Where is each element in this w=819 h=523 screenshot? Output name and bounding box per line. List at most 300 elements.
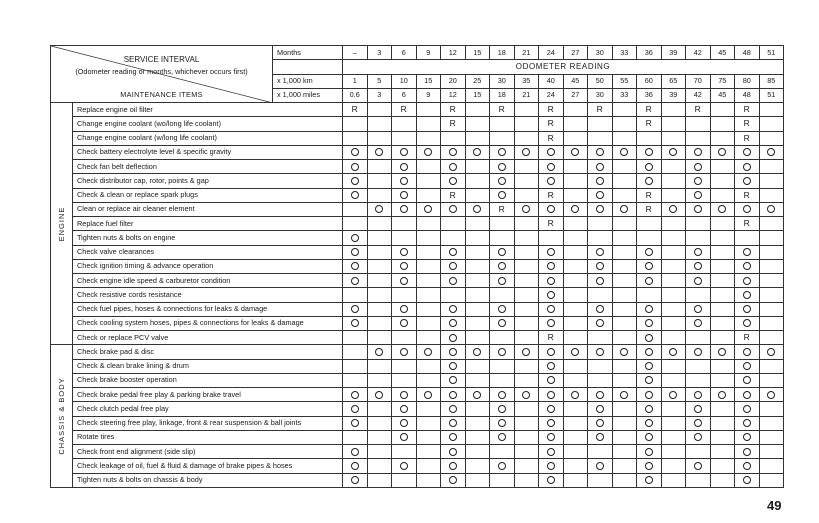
replace-mark-cell bbox=[441, 188, 466, 202]
empty-cell bbox=[465, 288, 490, 302]
empty-cell bbox=[759, 316, 784, 330]
empty-cell bbox=[710, 231, 735, 245]
maintenance-item-label: Check fuel pipes, hoses & connections for leaks & damage bbox=[73, 302, 343, 316]
inspect-mark-cell bbox=[441, 202, 466, 216]
empty-cell bbox=[710, 217, 735, 231]
inspect-circle-icon bbox=[375, 391, 383, 399]
inspect-circle-icon bbox=[375, 148, 383, 156]
empty-cell bbox=[392, 473, 417, 487]
empty-cell bbox=[367, 473, 392, 487]
inspect-mark-cell bbox=[735, 473, 760, 487]
empty-cell bbox=[563, 174, 588, 188]
empty-cell bbox=[465, 473, 490, 487]
maintenance-item-label: Check resistive cords resistance bbox=[73, 288, 343, 302]
inspect-circle-icon bbox=[596, 348, 604, 356]
inspect-mark-cell bbox=[343, 160, 368, 174]
empty-cell bbox=[661, 430, 686, 444]
inspect-mark-cell bbox=[735, 259, 760, 273]
km-cell: 65 bbox=[661, 74, 686, 88]
inspect-circle-icon bbox=[767, 205, 775, 213]
empty-cell bbox=[710, 274, 735, 288]
inspect-mark-cell bbox=[490, 259, 515, 273]
empty-cell bbox=[343, 359, 368, 373]
inspect-mark-cell bbox=[637, 245, 662, 259]
inspect-circle-icon bbox=[694, 419, 702, 427]
maintenance-item-label: Check battery electrolyte level & specific gravity bbox=[73, 145, 343, 159]
empty-cell bbox=[661, 245, 686, 259]
empty-cell bbox=[563, 416, 588, 430]
inspect-mark-cell bbox=[686, 145, 711, 159]
inspect-mark-cell bbox=[441, 459, 466, 473]
inspect-mark-cell bbox=[759, 145, 784, 159]
inspect-circle-icon bbox=[498, 177, 506, 185]
inspect-mark-cell bbox=[637, 373, 662, 387]
inspect-circle-icon bbox=[449, 305, 457, 313]
replace-mark-cell bbox=[735, 117, 760, 131]
empty-cell bbox=[563, 359, 588, 373]
inspect-mark-cell bbox=[367, 145, 392, 159]
km-cell: 35 bbox=[514, 74, 539, 88]
inspect-mark-cell bbox=[343, 145, 368, 159]
inspect-circle-icon bbox=[620, 348, 628, 356]
replace-mark-cell bbox=[539, 117, 564, 131]
table-row bbox=[51, 359, 784, 373]
empty-cell bbox=[637, 288, 662, 302]
empty-cell bbox=[759, 231, 784, 245]
table-row bbox=[51, 245, 784, 259]
empty-cell bbox=[612, 430, 637, 444]
table-row bbox=[51, 231, 784, 245]
inspect-mark-cell bbox=[416, 388, 441, 402]
inspect-circle-icon bbox=[645, 262, 653, 270]
inspect-mark-cell bbox=[343, 445, 368, 459]
inspect-circle-icon bbox=[473, 148, 481, 156]
inspect-circle-icon bbox=[645, 148, 653, 156]
inspect-circle-icon bbox=[743, 205, 751, 213]
inspect-mark-cell bbox=[588, 274, 613, 288]
inspect-circle-icon bbox=[547, 305, 555, 313]
inspect-circle-icon bbox=[694, 433, 702, 441]
empty-cell bbox=[367, 131, 392, 145]
replace-mark: R bbox=[400, 104, 407, 115]
inspect-circle-icon bbox=[645, 163, 653, 171]
inspect-mark-cell bbox=[490, 345, 515, 359]
inspect-circle-icon bbox=[571, 205, 579, 213]
replace-mark-cell bbox=[735, 188, 760, 202]
inspect-mark-cell bbox=[367, 345, 392, 359]
miles-cell: 42 bbox=[686, 88, 711, 102]
empty-cell bbox=[612, 245, 637, 259]
inspect-mark-cell bbox=[514, 345, 539, 359]
inspect-mark-cell bbox=[588, 459, 613, 473]
empty-cell bbox=[661, 373, 686, 387]
inspect-mark-cell bbox=[637, 388, 662, 402]
inspect-mark-cell bbox=[686, 259, 711, 273]
inspect-mark-cell bbox=[588, 245, 613, 259]
empty-cell bbox=[759, 416, 784, 430]
inspect-mark-cell bbox=[392, 259, 417, 273]
months-row bbox=[51, 46, 784, 60]
maintenance-item-label: Check front end alignment (side slip) bbox=[73, 445, 343, 459]
empty-cell bbox=[661, 259, 686, 273]
inspect-mark-cell bbox=[490, 302, 515, 316]
inspect-mark-cell bbox=[735, 373, 760, 387]
empty-cell bbox=[661, 188, 686, 202]
maintenance-item-label: Check clutch pedal free play bbox=[73, 402, 343, 416]
inspect-circle-icon bbox=[351, 277, 359, 285]
inspect-circle-icon bbox=[694, 405, 702, 413]
empty-cell bbox=[661, 174, 686, 188]
table-row bbox=[51, 288, 784, 302]
inspect-mark-cell bbox=[661, 345, 686, 359]
replace-mark-cell bbox=[637, 188, 662, 202]
inspect-mark-cell bbox=[735, 174, 760, 188]
inspect-circle-icon bbox=[596, 433, 604, 441]
inspect-circle-icon bbox=[547, 476, 555, 484]
empty-cell bbox=[710, 117, 735, 131]
inspect-mark-cell bbox=[490, 316, 515, 330]
table-row bbox=[51, 416, 784, 430]
inspect-circle-icon bbox=[449, 462, 457, 470]
inspect-circle-icon bbox=[767, 348, 775, 356]
inspect-circle-icon bbox=[375, 205, 383, 213]
empty-cell bbox=[563, 188, 588, 202]
empty-cell bbox=[612, 117, 637, 131]
empty-cell bbox=[514, 473, 539, 487]
inspect-mark-cell bbox=[637, 459, 662, 473]
empty-cell bbox=[563, 103, 588, 117]
empty-cell bbox=[661, 402, 686, 416]
inspect-circle-icon bbox=[449, 262, 457, 270]
inspect-mark-cell bbox=[661, 145, 686, 159]
inspect-mark-cell bbox=[588, 402, 613, 416]
inspect-circle-icon bbox=[547, 148, 555, 156]
empty-cell bbox=[367, 316, 392, 330]
inspect-circle-icon bbox=[449, 448, 457, 456]
empty-cell bbox=[612, 274, 637, 288]
empty-cell bbox=[465, 217, 490, 231]
empty-cell bbox=[759, 373, 784, 387]
table-row bbox=[51, 217, 784, 231]
inspect-circle-icon bbox=[694, 305, 702, 313]
inspect-mark-cell bbox=[759, 202, 784, 216]
maintenance-item-label: Check cooling system hoses, pipes & connections for leaks & damage bbox=[73, 316, 343, 330]
inspect-mark-cell bbox=[343, 259, 368, 273]
inspect-circle-icon bbox=[718, 391, 726, 399]
empty-cell bbox=[612, 416, 637, 430]
empty-cell bbox=[416, 174, 441, 188]
inspect-mark-cell bbox=[710, 202, 735, 216]
inspect-circle-icon bbox=[645, 334, 653, 342]
inspect-circle-icon bbox=[645, 405, 653, 413]
empty-cell bbox=[612, 473, 637, 487]
replace-mark: R bbox=[547, 189, 554, 200]
inspect-circle-icon bbox=[522, 391, 530, 399]
empty-cell bbox=[367, 430, 392, 444]
miles-cell: 0.6 bbox=[343, 88, 368, 102]
inspect-mark-cell bbox=[490, 388, 515, 402]
empty-cell bbox=[759, 245, 784, 259]
maintenance-item-label: Check brake booster operation bbox=[73, 373, 343, 387]
empty-cell bbox=[367, 259, 392, 273]
km-cell: 30 bbox=[490, 74, 515, 88]
km-cell: 20 bbox=[441, 74, 466, 88]
empty-cell bbox=[490, 117, 515, 131]
inspect-circle-icon bbox=[596, 405, 604, 413]
inspect-circle-icon bbox=[522, 148, 530, 156]
inspect-circle-icon bbox=[694, 148, 702, 156]
maintenance-item-label: Check steering free play, linkage, front & rear suspension & ball joints bbox=[73, 416, 343, 430]
empty-cell bbox=[465, 459, 490, 473]
empty-cell bbox=[686, 131, 711, 145]
miles-cell: 12 bbox=[441, 88, 466, 102]
empty-cell bbox=[612, 188, 637, 202]
inspect-circle-icon bbox=[743, 305, 751, 313]
empty-cell bbox=[612, 373, 637, 387]
empty-cell bbox=[490, 131, 515, 145]
inspect-circle-icon bbox=[351, 448, 359, 456]
inspect-mark-cell bbox=[343, 316, 368, 330]
inspect-mark-cell bbox=[465, 145, 490, 159]
inspect-mark-cell bbox=[686, 302, 711, 316]
empty-cell bbox=[588, 288, 613, 302]
empty-cell bbox=[661, 288, 686, 302]
inspect-mark-cell bbox=[441, 359, 466, 373]
empty-cell bbox=[759, 430, 784, 444]
month-cell: 9 bbox=[416, 46, 441, 60]
km-cell: 80 bbox=[735, 74, 760, 88]
empty-cell bbox=[392, 359, 417, 373]
inspect-circle-icon bbox=[645, 476, 653, 484]
inspect-circle-icon bbox=[645, 433, 653, 441]
empty-cell bbox=[637, 131, 662, 145]
empty-cell bbox=[588, 131, 613, 145]
inspect-mark-cell bbox=[539, 245, 564, 259]
inspect-circle-icon bbox=[547, 419, 555, 427]
empty-cell bbox=[637, 231, 662, 245]
empty-cell bbox=[514, 316, 539, 330]
miles-cell: 6 bbox=[392, 88, 417, 102]
inspect-circle-icon bbox=[498, 262, 506, 270]
inspect-mark-cell bbox=[441, 160, 466, 174]
replace-mark-cell bbox=[539, 217, 564, 231]
empty-cell bbox=[588, 359, 613, 373]
inspect-mark-cell bbox=[441, 388, 466, 402]
km-cell: 25 bbox=[465, 74, 490, 88]
inspect-mark-cell bbox=[735, 316, 760, 330]
empty-cell bbox=[514, 160, 539, 174]
inspect-mark-cell bbox=[539, 274, 564, 288]
inspect-mark-cell bbox=[686, 188, 711, 202]
replace-mark: R bbox=[449, 189, 456, 200]
inspect-mark-cell bbox=[343, 416, 368, 430]
inspect-circle-icon bbox=[449, 433, 457, 441]
inspect-circle-icon bbox=[694, 262, 702, 270]
empty-cell bbox=[392, 231, 417, 245]
inspect-mark-cell bbox=[343, 188, 368, 202]
inspect-mark-cell bbox=[686, 202, 711, 216]
inspect-mark-cell bbox=[490, 430, 515, 444]
inspect-circle-icon bbox=[400, 305, 408, 313]
empty-cell bbox=[465, 188, 490, 202]
empty-cell bbox=[686, 445, 711, 459]
miles-cell: 51 bbox=[759, 88, 784, 102]
inspect-circle-icon bbox=[694, 391, 702, 399]
inspect-mark-cell bbox=[759, 345, 784, 359]
inspect-circle-icon bbox=[547, 248, 555, 256]
month-cell: 39 bbox=[661, 46, 686, 60]
inspect-circle-icon bbox=[547, 277, 555, 285]
inspect-mark-cell bbox=[490, 402, 515, 416]
empty-cell bbox=[759, 445, 784, 459]
empty-cell bbox=[710, 402, 735, 416]
empty-cell bbox=[416, 131, 441, 145]
inspect-circle-icon bbox=[351, 234, 359, 242]
inspect-mark-cell bbox=[735, 345, 760, 359]
inspect-circle-icon bbox=[596, 163, 604, 171]
service-interval-subtitle: (Odometer reading or months, whichever occurs first) bbox=[75, 67, 248, 76]
odometer-reading-heading: ODOMETER READING bbox=[343, 60, 784, 74]
inspect-circle-icon bbox=[351, 262, 359, 270]
inspect-mark-cell bbox=[392, 160, 417, 174]
inspect-mark-cell bbox=[490, 416, 515, 430]
replace-mark-cell bbox=[539, 131, 564, 145]
km-cell: 55 bbox=[612, 74, 637, 88]
replace-mark: R bbox=[547, 104, 554, 115]
empty-cell bbox=[563, 402, 588, 416]
inspect-circle-icon bbox=[400, 348, 408, 356]
empty-cell bbox=[735, 231, 760, 245]
maintenance-item-label: Tighten nuts & bolts on engine bbox=[73, 231, 343, 245]
empty-cell bbox=[514, 402, 539, 416]
inspect-circle-icon bbox=[743, 163, 751, 171]
inspect-mark-cell bbox=[343, 302, 368, 316]
table-row bbox=[51, 473, 784, 487]
empty-cell bbox=[465, 231, 490, 245]
inspect-circle-icon bbox=[547, 348, 555, 356]
empty-cell bbox=[465, 259, 490, 273]
empty-cell bbox=[416, 188, 441, 202]
km-cell: 40 bbox=[539, 74, 564, 88]
empty-cell bbox=[367, 402, 392, 416]
miles-cell: 33 bbox=[612, 88, 637, 102]
empty-cell bbox=[416, 117, 441, 131]
inspect-circle-icon bbox=[400, 148, 408, 156]
empty-cell bbox=[367, 274, 392, 288]
inspect-circle-icon bbox=[449, 476, 457, 484]
inspect-circle-icon bbox=[596, 319, 604, 327]
inspect-circle-icon bbox=[767, 391, 775, 399]
inspect-circle-icon bbox=[645, 177, 653, 185]
replace-mark-cell bbox=[539, 103, 564, 117]
empty-cell bbox=[563, 430, 588, 444]
inspect-circle-icon bbox=[694, 191, 702, 199]
inspect-mark-cell bbox=[588, 302, 613, 316]
inspect-circle-icon bbox=[743, 433, 751, 441]
empty-cell bbox=[710, 416, 735, 430]
inspect-mark-cell bbox=[441, 145, 466, 159]
inspect-circle-icon bbox=[400, 205, 408, 213]
inspect-circle-icon bbox=[547, 376, 555, 384]
inspect-circle-icon bbox=[669, 348, 677, 356]
inspect-circle-icon bbox=[498, 419, 506, 427]
empty-cell bbox=[465, 402, 490, 416]
inspect-mark-cell bbox=[588, 174, 613, 188]
inspect-mark-cell bbox=[392, 430, 417, 444]
inspect-circle-icon bbox=[351, 148, 359, 156]
empty-cell bbox=[441, 217, 466, 231]
inspect-circle-icon bbox=[669, 205, 677, 213]
inspect-circle-icon bbox=[498, 191, 506, 199]
empty-cell bbox=[490, 445, 515, 459]
replace-mark-cell bbox=[490, 202, 515, 216]
empty-cell bbox=[759, 302, 784, 316]
inspect-mark-cell bbox=[612, 388, 637, 402]
inspect-circle-icon bbox=[449, 362, 457, 370]
miles-cell: 36 bbox=[637, 88, 662, 102]
table-row bbox=[51, 445, 784, 459]
empty-cell bbox=[441, 288, 466, 302]
inspect-mark-cell bbox=[735, 430, 760, 444]
empty-cell bbox=[710, 445, 735, 459]
replace-mark: R bbox=[596, 104, 603, 115]
empty-cell bbox=[710, 473, 735, 487]
inspect-mark-cell bbox=[735, 202, 760, 216]
empty-cell bbox=[612, 316, 637, 330]
inspect-mark-cell bbox=[343, 231, 368, 245]
inspect-circle-icon bbox=[694, 462, 702, 470]
inspect-mark-cell bbox=[343, 402, 368, 416]
empty-cell bbox=[514, 217, 539, 231]
inspect-mark-cell bbox=[441, 302, 466, 316]
empty-cell bbox=[759, 473, 784, 487]
inspect-mark-cell bbox=[735, 160, 760, 174]
inspect-mark-cell bbox=[539, 388, 564, 402]
inspect-circle-icon bbox=[620, 148, 628, 156]
km-cell: 85 bbox=[759, 74, 784, 88]
replace-mark: R bbox=[743, 118, 750, 129]
empty-cell bbox=[661, 160, 686, 174]
empty-cell bbox=[759, 402, 784, 416]
empty-cell bbox=[686, 117, 711, 131]
empty-cell bbox=[416, 331, 441, 345]
inspect-mark-cell bbox=[343, 473, 368, 487]
empty-cell bbox=[563, 117, 588, 131]
empty-cell bbox=[367, 359, 392, 373]
inspect-circle-icon bbox=[351, 476, 359, 484]
inspect-mark-cell bbox=[637, 430, 662, 444]
empty-cell bbox=[514, 331, 539, 345]
inspect-circle-icon bbox=[645, 248, 653, 256]
miles-cell: 45 bbox=[710, 88, 735, 102]
table-row bbox=[51, 174, 784, 188]
empty-cell bbox=[416, 160, 441, 174]
empty-cell bbox=[416, 274, 441, 288]
inspect-circle-icon bbox=[522, 205, 530, 213]
table-row bbox=[51, 316, 784, 330]
empty-cell bbox=[661, 459, 686, 473]
inspect-circle-icon bbox=[547, 205, 555, 213]
inspect-circle-icon bbox=[743, 362, 751, 370]
inspect-mark-cell bbox=[686, 160, 711, 174]
inspect-circle-icon bbox=[669, 391, 677, 399]
inspect-circle-icon bbox=[424, 148, 432, 156]
inspect-circle-icon bbox=[424, 348, 432, 356]
inspect-mark-cell bbox=[392, 345, 417, 359]
empty-cell bbox=[465, 160, 490, 174]
miles-cell: 9 bbox=[416, 88, 441, 102]
empty-cell bbox=[490, 331, 515, 345]
